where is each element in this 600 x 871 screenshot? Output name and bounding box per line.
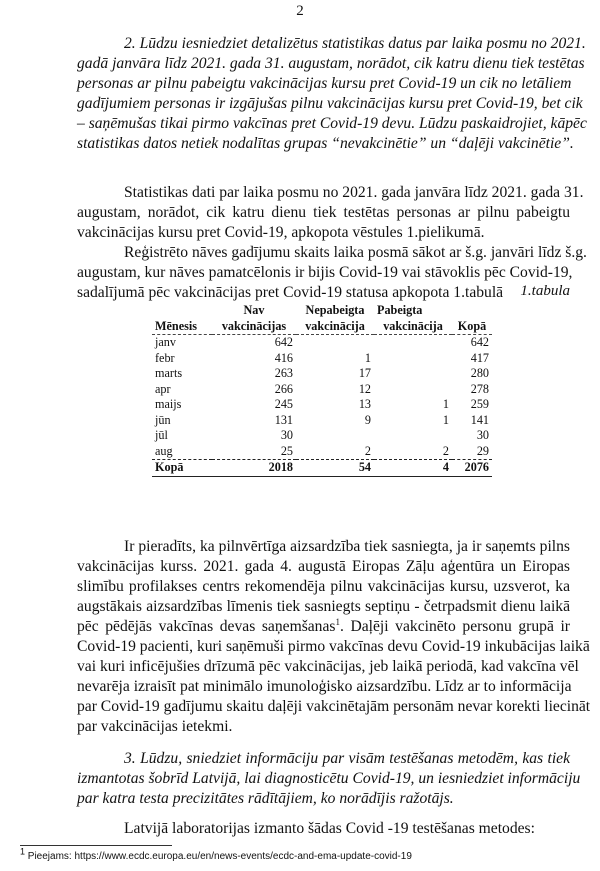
text-line: par vakcinācijas ietekmi.	[77, 718, 233, 735]
table-cell: 417	[470, 350, 489, 365]
table-cell	[296, 428, 374, 444]
table-row	[152, 428, 492, 444]
table-cell: 12	[358, 381, 371, 396]
text-line: izmantotas šobrīd Latvijā, lai diagnosticētu Covid-19, un iesniedziet informāciju	[77, 770, 581, 787]
column-header: Mēnesis	[152, 319, 212, 335]
text-line: vakcinācijas kurss. 2021. gada 4. augustā Eiropas Zāļu aģentūra un Eiropas	[77, 558, 570, 575]
column-header: Kopā	[452, 319, 492, 335]
text-line: gadījumiem personas ir izgājušas pilnu vakcinācijas kursu pret Covid-19, bet cik	[77, 95, 583, 112]
column-header	[452, 303, 492, 319]
table-cell: 2018	[212, 460, 296, 477]
table-row	[152, 382, 492, 398]
table-cell: 25	[280, 443, 293, 458]
table-cell: Kopā	[152, 460, 212, 477]
page-number: 2	[296, 3, 304, 19]
column-header: Nav	[243, 303, 265, 317]
table-cell: janv	[155, 335, 176, 349]
text-line: Latvijā laboratorijas izmanto šādas Covid -19 testēšanas metodes:	[124, 820, 535, 837]
text-line: sadalījumā pēc vakcinācijas pret Covid-19 statusa apkopota 1.tabulā	[77, 284, 504, 301]
table-cell: febr	[155, 350, 175, 365]
table-cell: 13	[358, 397, 371, 411]
column-header: vakcinācija	[296, 319, 374, 335]
column-header: Nepabeigta	[305, 303, 365, 317]
table-cell: 29	[476, 443, 489, 458]
table-cell	[374, 366, 452, 382]
answer-2-paragraph-2	[77, 243, 587, 303]
table-cell: 2	[364, 443, 371, 458]
table-cell: aug	[155, 443, 173, 458]
column-header: vakcinācija	[374, 319, 452, 335]
text-line: augstākais aizsardzības līmenis tiek sasniegts septiņu - četrpadsmit dienu laikā	[77, 598, 570, 615]
table-cell: 17	[358, 366, 371, 380]
text-line: – saņēmušas tikai pirmo vakcīnas pret Covid-19 devu. Lūdzu paskaidrojiet, kāpēc	[77, 115, 587, 132]
table-cell: maijs	[155, 397, 182, 411]
table-cell: 141	[470, 412, 489, 427]
table-cell: 9	[364, 412, 371, 427]
table-cell: 131	[274, 412, 293, 427]
question-3	[77, 749, 581, 809]
footnote	[20, 846, 412, 862]
table-cell: 1	[442, 412, 449, 427]
table-header-row	[152, 303, 492, 319]
text-line: Ir pieradīts, ka pilnvērtīga aizsardzība tiek sasniegta, ja ir saņemts pilns	[124, 538, 570, 555]
table-cell	[374, 382, 452, 398]
text-line: 3. Lūdzu, sniedziet informāciju par visām testēšanas metodēm, kas tiek	[124, 750, 570, 767]
table-caption: 1.tabula	[520, 283, 570, 299]
table-header-row	[152, 319, 492, 335]
table-cell: marts	[155, 366, 183, 380]
answer-3	[77, 819, 570, 839]
table-row	[152, 351, 492, 367]
table-cell	[374, 428, 452, 444]
table-row	[152, 366, 492, 382]
table-row	[152, 335, 492, 351]
table-row	[152, 397, 492, 413]
column-header: Pabeigta	[377, 303, 423, 317]
text-line: vai kuri inficējušies drīzumā pēc vakcinācijas, jeb laikā periodā, kad vakcīna vēl	[77, 658, 579, 675]
text-line: slimību profilakses centrs rekomendēja pilnu vakcinācijas kursu, uzsverot, ka	[77, 578, 570, 595]
table-cell: 416	[274, 350, 293, 365]
table-cell: 642	[274, 335, 293, 349]
column-header	[152, 303, 212, 319]
text-line: augustam, norādot, cik katru dienu tiek testētas personas ar pilnu pabeigtu	[77, 204, 570, 221]
table-cell	[374, 351, 452, 367]
table-cell: 2076	[452, 460, 492, 477]
text-line: par Covid-19 gadījumu skaitu daļēji vakcinētajām personām nevar korekti liecināt	[77, 698, 591, 715]
text-segment: . Daļēji vakcinēto personu grupā ir	[339, 618, 570, 635]
table-row	[152, 444, 492, 460]
text-line: Statistikas dati par laika posmu no 2021. gada janvāra līdz 2021. gada 31.	[124, 184, 584, 201]
table-row	[152, 413, 492, 429]
footnote-separator	[20, 845, 172, 846]
table-cell: 30	[476, 428, 489, 442]
table-cell: apr	[155, 381, 171, 396]
text-line: personas ar pilnu pabeigtu vakcinācijas kursu pret Covid-19 un cik no letāliem	[77, 75, 572, 92]
text-line: augustam, kur nāves pamatcēlonis ir bijis Covid-19 vai stāvoklis pēc Covid-19,	[77, 264, 573, 281]
table-cell: 1	[364, 350, 371, 365]
table-cell	[374, 335, 452, 351]
text-line: par katra testa precizitātes rādītājiem, ko norādījis ražotājs.	[77, 790, 454, 807]
table-cell: 2	[442, 443, 449, 458]
text-line: vakcinācijas kursu pret Covid-19, apkopota vēstules 1.pielikumā.	[77, 224, 485, 241]
footnote-text[interactable]: Pieejams: https://www.ecdc.europa.eu/en/news-events/ecdc-and-ema-update-covid-19	[25, 851, 412, 862]
table-cell: jūl	[155, 428, 168, 442]
text-segment: pēc pēdējās vakcīnas devas saņemšanas	[77, 618, 336, 635]
table-cell: 263	[274, 366, 293, 380]
text-line: Reģistrēto nāves gadījumu skaits laika posmā sākot ar š.g. janvāri līdz š.g.	[124, 244, 587, 261]
question-2	[77, 34, 587, 154]
text-line	[77, 617, 570, 637]
table-cell: jūn	[155, 412, 171, 427]
text-line: nevarēja izraisīt pat minimālo imunoloģisko aizsardzību. Līdz ar to informācija	[77, 678, 572, 695]
column-header: vakcinācijas	[212, 319, 296, 335]
table-cell	[296, 335, 374, 351]
footnote-mark: 1	[20, 846, 26, 857]
table-cell: 54	[296, 460, 374, 477]
text-line: statistikas datos netiek nodalītas grupas “nevakcinētie” un “daļēji vakcinētie”.	[77, 135, 574, 152]
table-cell: 278	[470, 381, 489, 396]
table-total-row	[152, 460, 492, 477]
table-cell: 30	[280, 428, 293, 442]
table-cell: 4	[374, 460, 452, 477]
deaths-by-vaccination-table	[152, 303, 492, 477]
table-cell: 266	[274, 381, 293, 396]
text-line: 2. Lūdzu iesniedziet detalizētus statistikas datus par laika posmu no 2021.	[124, 35, 586, 52]
table-cell: 245	[274, 397, 293, 411]
table-cell: 642	[470, 335, 489, 349]
text-line: Covid-19 pacienti, kuri saņēmuši pirmo vakcīnas devu Covid-19 inkubācijas laikā	[77, 638, 590, 655]
answer-2-paragraph-3	[77, 537, 591, 737]
table-cell: 259	[470, 397, 489, 411]
answer-2-paragraph-1	[77, 183, 584, 243]
table-cell: 280	[470, 366, 489, 380]
text-line: gadā janvāra līdz 2021. gada 31. augustam, norādot, cik katru dienu tiek testētas	[77, 55, 585, 72]
footnote-reference[interactable]: 1	[335, 616, 340, 627]
table-cell: 1	[442, 397, 449, 411]
